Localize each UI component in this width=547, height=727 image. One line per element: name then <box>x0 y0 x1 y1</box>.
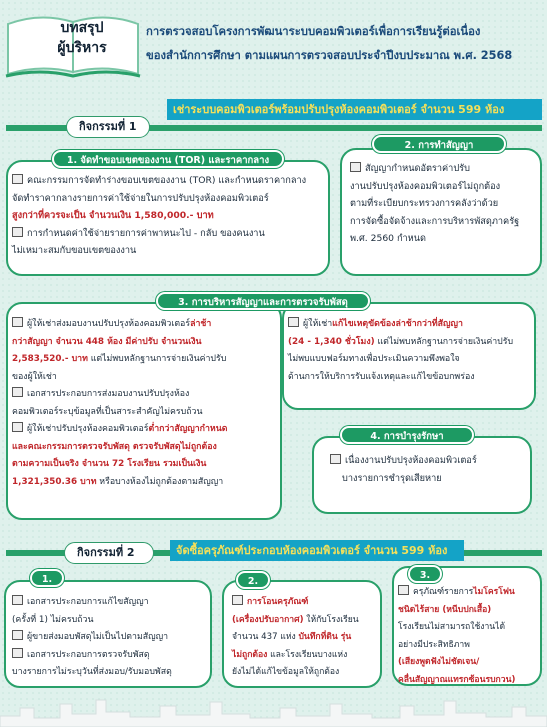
a2b2-a4: และโรงเรียนบางแห่ง <box>267 649 348 660</box>
activity-2-label: กิจกรรมที่ 2 <box>64 542 154 564</box>
checkbox-icon <box>12 595 23 605</box>
contract-pill: 2. การทำสัญญา <box>372 135 506 153</box>
maintenance-line-1: เนื่องงานปรับปรุงห้องคอมพิวเตอร์ <box>345 455 477 466</box>
a2b1-a1: เอกสารประกอบการแก้ไขสัญญา <box>27 597 149 607</box>
activity-2-box-2-text <box>232 594 380 682</box>
contract-line-3: ตามที่ระเบียบกระทรวงการคลังว่าด้วย <box>350 198 499 209</box>
tor-pill: 1. จัดทำขอบเขตของงาน (TOR) และราคากลาง <box>52 150 284 168</box>
activity-2-box-2-pill: 2. <box>236 571 270 589</box>
a2b3-a1-red: ไมโครโฟน <box>473 587 515 597</box>
cm-c3: ตามความเป็นจริง จำนวน 72 โรงเรียน รวมเป็นเงิน <box>12 459 207 469</box>
cm-c1: ผู้ให้เช่าปรับปรุงห้องคอมพิวเตอร์ <box>27 424 149 434</box>
a2b2-a2: ให้กับโรงเรียน <box>303 614 359 625</box>
a2b3-a2: ชนิดไร้สาย (หนีบปกเสื้อ) <box>398 604 492 615</box>
a2b1-b1: ผู้ขายส่งมอบพัสดุไม่เป็นไปตามสัญญา <box>27 632 169 642</box>
a2b2-a4-red: ไม่ถูกต้อง <box>232 649 268 660</box>
maintenance-pill: 4. การบำรุงรักษา <box>340 426 474 444</box>
contract-management-right-text <box>288 316 534 386</box>
tor-line-3: สูงกว่าที่ควรจะเป็น จำนวนเงิน 1,580,000.- บาท <box>12 210 214 221</box>
contract-management-pill: 3. การบริหารสัญญาและการตรวจรับพัสดุ <box>156 292 370 310</box>
a2b1-c1: เอกสารประกอบการตรวจรับพัสดุ <box>27 649 150 660</box>
cm-c2: และคณะกรรมการตรวจรับพัสดุ ตรวจรับพัสดุไม่ถูกต้อง <box>12 441 217 452</box>
cm-b2: คอมพิวเตอร์ระบุข้อมูลที่เป็นสาระสำคัญไม่ครบถ้วน <box>12 406 203 417</box>
a2b2-a3: จำนวน 437 แห่ง <box>232 632 299 642</box>
checkbox-icon <box>398 585 409 595</box>
tor-text <box>12 172 328 260</box>
a2b3-a5: (เสียงพูดฟังไม่ชัดเจน/ <box>398 657 480 667</box>
checkbox-icon <box>350 162 361 172</box>
cm-c4-red: 1,321,350.36 บาท <box>12 476 97 487</box>
cm-d2: แต่ไม่พบหลักฐานการจ่ายเงินค่าปรับ <box>374 336 514 347</box>
cm-a3-red: 2,583,520.- บาท <box>12 354 88 364</box>
a2b3-a6: คลื่นสัญญาณแทรกซ้อนรบกวน) <box>398 674 516 685</box>
checkbox-icon <box>12 422 23 432</box>
cm-a4: ของผู้ให้เช่า <box>12 371 57 382</box>
tor-line-1: คณะกรรมการจัดทำร่างขอบเขตของงาน (TOR) และกำหนดราคากลาง <box>27 175 307 186</box>
a2b2-a1: การโอนครุภัณฑ์ <box>247 597 309 607</box>
activity-2-box-3-pill: 3. <box>408 565 442 583</box>
cm-d1: ผู้ให้เช่า <box>303 319 333 329</box>
checkbox-icon <box>12 227 23 237</box>
title-line-2: ผู้บริหาร <box>57 40 107 56</box>
contract-management-left-text <box>12 316 278 491</box>
contract-line-5: พ.ศ. 2560 กำหนด <box>350 233 426 244</box>
tor-line-4: การกำหนดค่าใช้จ่ายรายการค่าพาหนะไป - กลับ ของคนงาน <box>27 227 265 239</box>
activity-1-banner: เช่าระบบคอมพิวเตอร์พร้อมปรับปรุงห้องคอมพิวเตอร์ จำนวน 599 ห้อง <box>167 99 542 120</box>
a2b2-a5: ยังไม่ได้แก้ไขข้อมูลให้ถูกต้อง <box>232 667 340 677</box>
cm-c4: หรือบางห้องไม่ถูกต้องตามสัญญา <box>96 476 224 487</box>
contract-line-1: สัญญากำหนดอัตราค่าปรับ <box>365 163 470 174</box>
checkbox-icon <box>12 648 23 658</box>
checkbox-icon <box>330 454 341 464</box>
city-skyline-decoration <box>0 690 547 727</box>
a2b1-a2: (ครั้งที่ 1) ไม่ครบถ้วน <box>12 614 94 625</box>
cm-d4: ด้านการให้บริการรับแจ้งเหตุและแก้ไขข้อบกพร่อง <box>288 371 475 382</box>
cm-d1-red: แก้ไขเหตุขัดข้องล่าช้ากว่าที่สัญญา <box>332 319 463 329</box>
a2b3-a4: อย่างมีประสิทธิภาพ <box>398 639 470 650</box>
activity-2-box-1-text <box>12 594 210 682</box>
activity-2-box-3-text <box>398 584 540 689</box>
maintenance-line-2: บางรายการชำรุดเสียหาย <box>342 472 442 484</box>
a2b2-a3-red: บันทึกที่ดิน รุ่น <box>298 632 352 642</box>
checkbox-icon <box>12 317 23 327</box>
cm-a2: กว่าสัญญา จำนวน 448 ห้อง มีค่าปรับ จำนวนเงิน <box>12 336 202 347</box>
tor-line-5: ไม่เหมาะสมกับขอบเขตของงาน <box>12 245 137 256</box>
activity-2-banner: จัดซื้อครุภัณฑ์ประกอบห้องคอมพิวเตอร์ จำนวน 599 ห้อง <box>170 540 464 561</box>
checkbox-icon <box>12 630 23 640</box>
activity-1-label: กิจกรรมที่ 1 <box>66 116 150 138</box>
cm-d3: ไม่พบแบบฟอร์มทางเพื่อประเมินความพึงพอใจ <box>288 354 460 364</box>
contract-text <box>350 160 540 248</box>
contract-line-2: งานปรับปรุงห้องคอมพิวเตอร์ไม่ถูกต้อง <box>350 180 501 192</box>
page-subtitle <box>146 20 544 68</box>
checkbox-icon <box>288 317 299 327</box>
activity-2-box-1-pill: 1. <box>30 569 64 587</box>
cm-b1: เอกสารประกอบการส่งมอบงานปรับปรุงห้อง <box>27 389 190 399</box>
cm-a1-red: ล่าช้า <box>190 319 212 329</box>
tor-line-2: จัดทำราคากลางรายการค่าใช้จ่ายในการปรับปรุงห้องคอมพิวเตอร์ <box>12 192 269 204</box>
subtitle-line-2: ของสำนักการศึกษา ตามแผนการตรวจสอบประจำปีงบประมาณ พ.ศ. 2568 <box>146 49 513 62</box>
page-title <box>42 18 122 58</box>
cm-c1-red: ต่ำกว่าสัญญากำหนด <box>148 424 228 434</box>
title-line-1: บทสรุป <box>60 20 104 36</box>
a2b3-a3: โรงเรียนไม่สามารถใช้งานได้ <box>398 622 506 632</box>
checkbox-icon <box>12 387 23 397</box>
cm-a3: แต่ไม่พบหลักฐานการจ่ายเงินค่าปรับ <box>87 354 227 364</box>
a2b3-a1: ครุภัณฑ์รายการ <box>413 587 474 597</box>
a2b1-c2: บางรายการไม่ระบุวันที่ส่งมอบ/รับมอบพัสดุ <box>12 667 172 677</box>
checkbox-icon <box>232 595 243 605</box>
maintenance-text <box>330 452 530 487</box>
cm-d2-red: (24 - 1,340 ชั่วโมง) <box>288 336 375 347</box>
subtitle-line-1: การตรวจสอบโครงการพัฒนาระบบคอมพิวเตอร์เพื่อการเรียนรู้ต่อเนื่อง <box>146 25 481 38</box>
a2b2-a2-red: (เครื่องปรับอากาศ) <box>232 614 304 625</box>
contract-line-4: การจัดซื้อจัดจ้างและการบริหารพัสดุภาครัฐ <box>350 215 520 227</box>
cm-a1: ผู้ให้เช่าส่งมอบงานปรับปรุงห้องคอมพิวเตอร์ <box>27 319 191 329</box>
checkbox-icon <box>12 174 23 184</box>
